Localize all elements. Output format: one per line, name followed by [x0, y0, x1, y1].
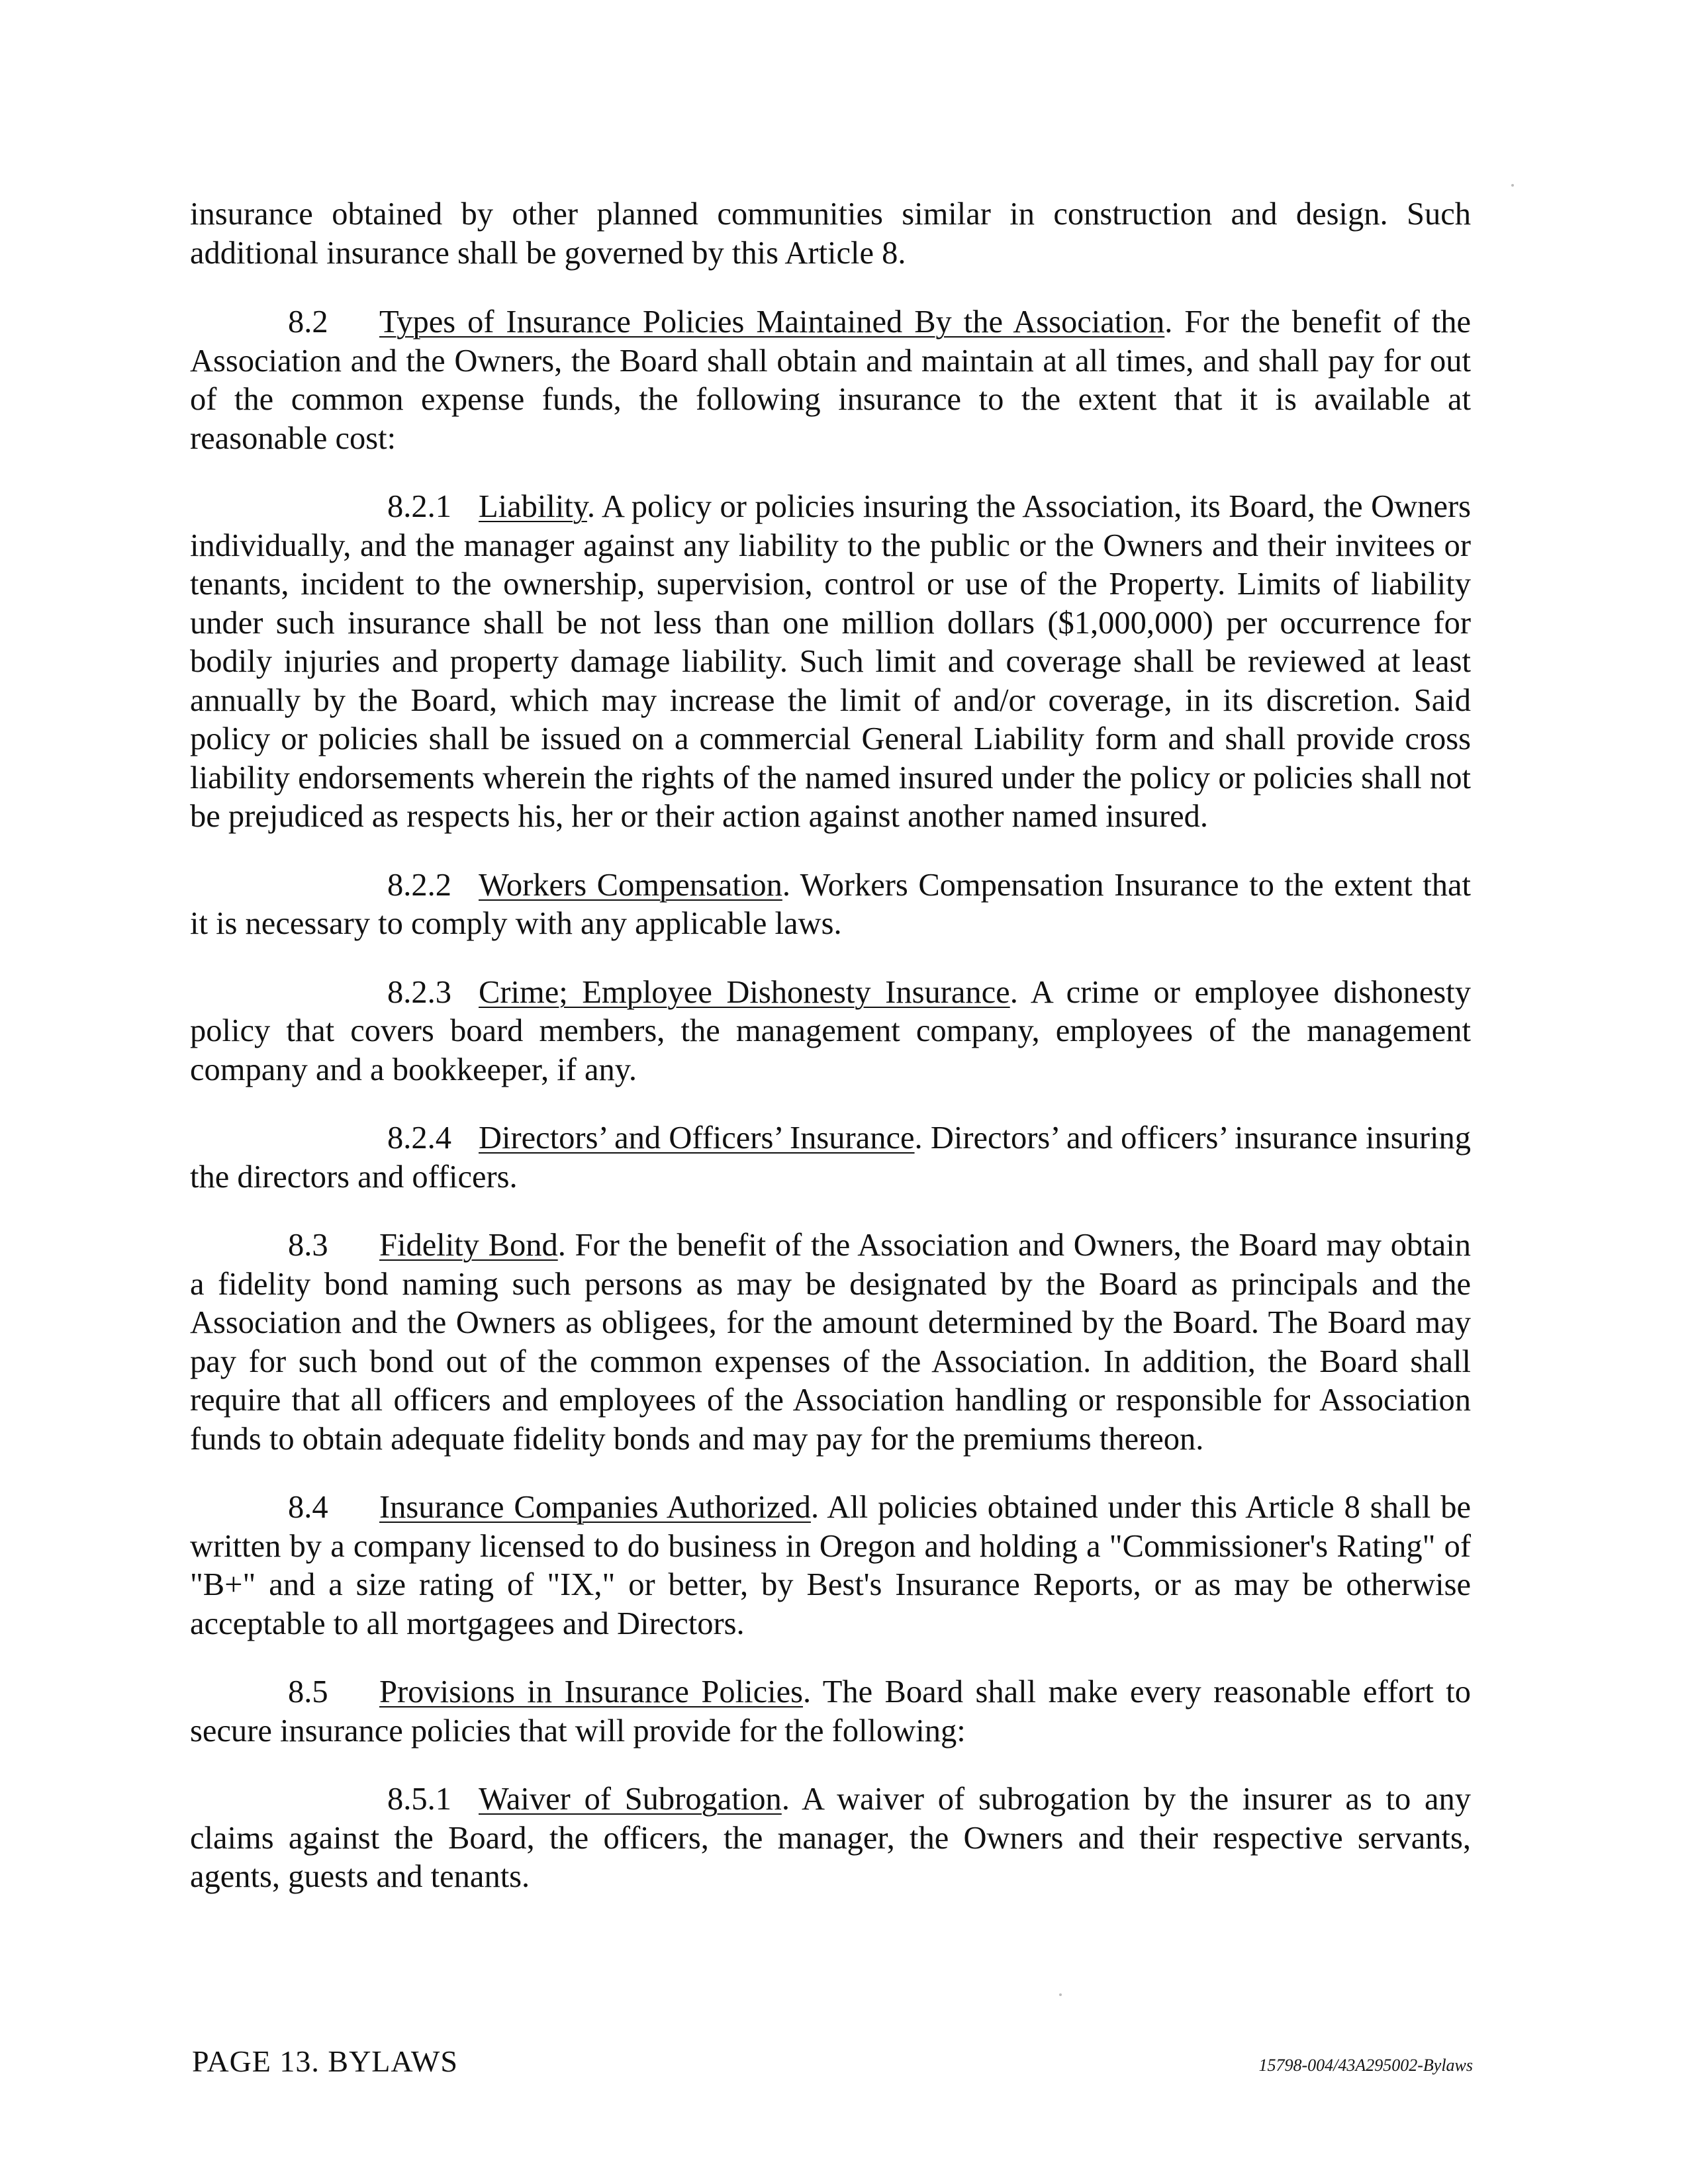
- section-heading: Liability: [479, 489, 587, 524]
- scan-speck: [1059, 1993, 1062, 1996]
- section-heading: Types of Insurance Policies Maintained By the Association: [379, 304, 1165, 340]
- section-body: The Board shall make every reasonable effort to secure insurance policies that will provide for the following:: [190, 1674, 1472, 1749]
- document-body: [190, 195, 1471, 1927]
- section-8-2: 8.2 Types of Insurance Policies Maintained By the Association. For the benefit of the Association and the Owners, the Board shall obtain and maintain at all times, and shall pay for out of the common expense funds, the following insurance to the extent that it is available at reasonable cost:: [190, 304, 1471, 456]
- section-body: For the benefit of the Association and the Owners, the Board shall obtain and maintain at all times, and shall pay for out of the common expense funds, the following insurance to the extent that it is available at reasonable cost:: [190, 304, 1471, 456]
- section-body: A policy or policies insuring the Association, its Board, the Owners individually, and the manager against any liability to the public or the Owners and their invitees or tenants, incident to the ownership, supervision, control or use of the Property. Limits of liability under such insurance shall be not less than one million dollars ($1,000,000) per occurrence for bodily injuries and property damage liability. Such limit and coverage shall be reviewed at least annually by the Board, which may increase the limit of and/or coverage, in its discretion. Said policy or policies shall be issued on a commercial General Liability form and shall provide cross liability endorsements wherein the rights of the named insured under the policy or policies shall not be prejudiced as respects his, her or their action against another named insured.: [190, 489, 1472, 834]
- section-heading: Workers Compensation: [479, 867, 782, 903]
- section-heading: Directors’ and Officers’ Insurance: [479, 1120, 915, 1156]
- section-body: A crime or employee dishonesty policy that covers board members, the management company, employees of the management company and a bookkeeper, if any.: [190, 974, 1471, 1087]
- section-8-2-3: 8.2.3 Crime; Employee Dishonesty Insurance. A crime or employee dishonesty policy that covers board members, the management company, employees of the management company and a bookkeeper, if any.: [190, 974, 1471, 1087]
- section-body: For the benefit of the Association and Owners, the Board may obtain a fidelity bond naming such persons as may be designated by the Board as principals and the Association and the Owners as obligees, for the amount determined by the Board. The Board may pay for such bond out of the common expenses of the Association. In addition, the Board shall require that all officers and employees of the Association handling or responsible for Association funds to obtain adequate fidelity bonds and may pay for the premiums thereon.: [190, 1228, 1471, 1457]
- document-reference-number: 15798-004/43A295002-Bylaws: [1258, 2056, 1473, 2075]
- section-number: 8.5.1: [387, 1782, 451, 1817]
- section-number: 8.5: [288, 1674, 328, 1709]
- page-footer-label: PAGE 13. BYLAWS: [192, 2044, 458, 2078]
- continuation-paragraph: insurance obtained by other planned communities similar in construction and design. Such additional insurance shall be governed by this Article 8.: [190, 197, 1471, 271]
- section-heading: Crime; Employee Dishonesty Insurance: [479, 974, 1010, 1010]
- section-number: 8.2.1: [387, 489, 451, 524]
- section-8-2-1: 8.2.1 Liability. A policy or policies insuring the Association, its Board, the Owners individually, and the manager against any liability to the public or the Owners and their invitees or tenants, incident to the ownership, supervision, control or use of the Property. Limits of liability under such insurance shall be not less than one million dollars ($1,000,000) per occurrence for bodily injuries and property damage liability. Such limit and coverage shall be reviewed at least annually by the Board, which may increase the limit of and/or coverage, in its discretion. Said policy or policies shall be issued on a commercial General Liability form and shall provide cross liability endorsements wherein the rights of the named insured under the policy or policies shall not be prejudiced as respects his, her or their action against another named insured.: [190, 489, 1472, 834]
- section-number: 8.2: [288, 304, 328, 340]
- section-8-3: 8.3 Fidelity Bond. For the benefit of the Association and Owners, the Board may obtain a fidelity bond naming such persons as may be designated by the Board as principals and the Association and the Owners as obligees, for the amount determined by the Board. The Board may pay for such bond out of the common expenses of the Association. In addition, the Board shall require that all officers and employees of the Association handling or responsible for Association funds to obtain adequate fidelity bonds and may pay for the premiums thereon.: [190, 1228, 1471, 1457]
- scan-speck: [1511, 184, 1514, 187]
- section-body: Workers Compensation Insurance to the extent that it is necessary to comply with any applicable laws.: [190, 867, 1472, 941]
- section-number: 8.4: [288, 1490, 328, 1525]
- section-8-2-2: 8.2.2 Workers Compensation. Workers Compensation Insurance to the extent that it is necessary to comply with any applicable laws.: [190, 867, 1472, 941]
- section-number: 8.2.4: [387, 1120, 451, 1156]
- section-heading: Waiver of Subrogation: [479, 1782, 782, 1817]
- section-heading: Provisions in Insurance Policies: [379, 1674, 803, 1709]
- section-number: 8.2.2: [387, 867, 451, 903]
- section-number: 8.2.3: [387, 974, 451, 1010]
- section-8-2-4: 8.2.4 Directors’ and Officers’ Insurance. Directors’ and officers’ insurance insuring the directors and officers.: [190, 1120, 1472, 1195]
- section-body: All policies obtained under this Article 8 shall be written by a company licensed to do business in Oregon and holding a "Commissioner's Rating" of "B+" and a size rating of "IX," or better, by Best's Insurance Reports, or as may be otherwise acceptable to all mortgagees and Directors.: [190, 1490, 1471, 1641]
- section-8-5: 8.5 Provisions in Insurance Policies. The Board shall make every reasonable effort to secure insurance policies that will provide for the following:: [190, 1674, 1472, 1749]
- section-number: 8.3: [288, 1228, 328, 1263]
- section-8-4: 8.4 Insurance Companies Authorized. All policies obtained under this Article 8 shall be written by a company licensed to do business in Oregon and holding a "Commissioner's Rating" of "B+" and a size rating of "IX," or better, by Best's Insurance Reports, or as may be otherwise acceptable to all mortgagees and Directors.: [190, 1490, 1471, 1641]
- section-8-5-1: 8.5.1 Waiver of Subrogation. A waiver of subrogation by the insurer as to any claims against the Board, the officers, the manager, the Owners and their respective servants, agents, guests and tenants.: [190, 1782, 1471, 1894]
- section-heading: Insurance Companies Authorized: [379, 1490, 811, 1525]
- section-heading: Fidelity Bond: [379, 1228, 558, 1263]
- section-body: Directors’ and officers’ insurance insuring the directors and officers.: [190, 1120, 1472, 1195]
- section-body: A waiver of subrogation by the insurer as to any claims against the Board, the officers, the manager, the Owners and their respective servants, agents, guests and tenants.: [190, 1782, 1471, 1894]
